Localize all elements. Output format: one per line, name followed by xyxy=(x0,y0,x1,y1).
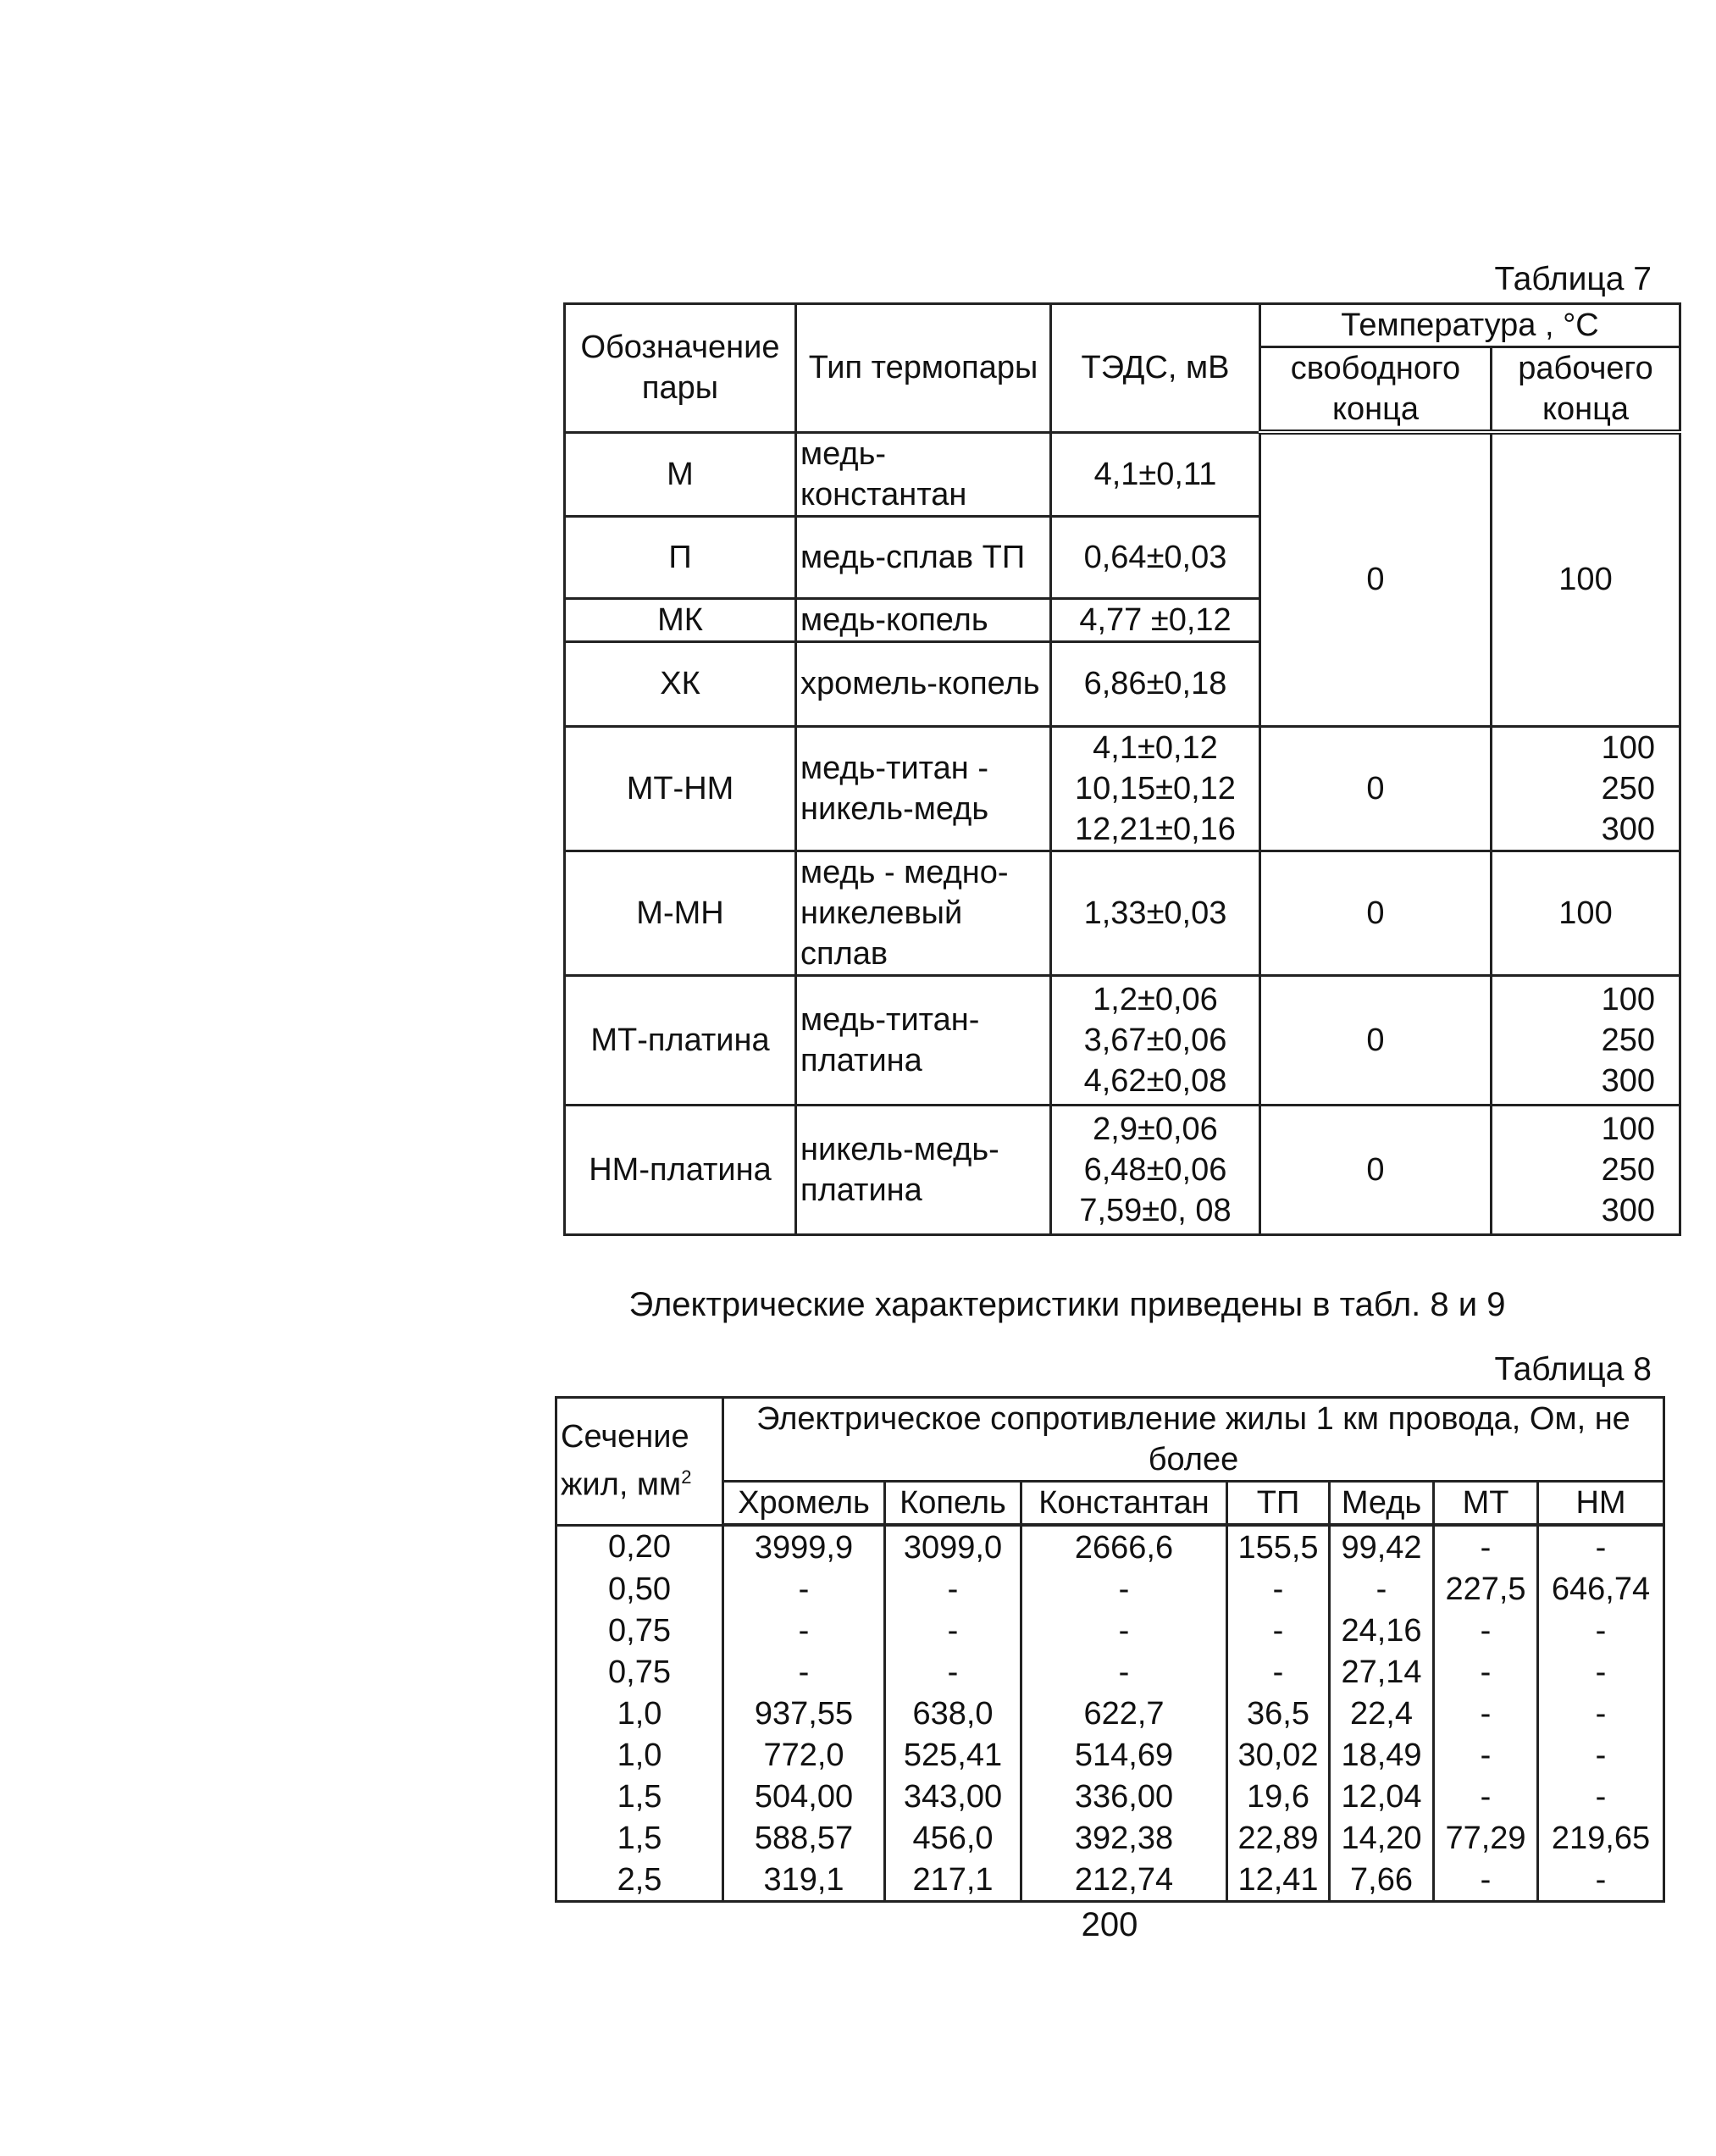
table-row xyxy=(556,1817,1664,1859)
resistance-table xyxy=(555,1396,1665,1903)
emf-cell: 0,64±0,03 xyxy=(1051,516,1260,598)
work-value: 300 xyxy=(1601,811,1655,847)
table-row xyxy=(556,1776,1664,1817)
header-free-end: свободного конца xyxy=(1260,347,1492,433)
mt-cell: - xyxy=(1434,1651,1538,1693)
header-section: Сечение жил, $мм^2$ xyxy=(556,1398,723,1526)
table-row xyxy=(556,1568,1664,1610)
copper-cell: 27,14 xyxy=(1330,1651,1434,1693)
emf-value: 7,59±0, 08 xyxy=(1079,1192,1232,1228)
chromel-cell: 504,00 xyxy=(723,1776,885,1817)
table-row xyxy=(556,1693,1664,1734)
free-end-cell: 0 xyxy=(1260,432,1492,726)
page-number: 200 xyxy=(1081,1906,1138,1943)
pair-cell: МК xyxy=(565,598,796,641)
nm-cell: - xyxy=(1538,1734,1664,1776)
chromel-cell: 937,55 xyxy=(723,1693,885,1734)
free-end-cell: 0 xyxy=(1260,726,1492,851)
copper-cell: 7,66 xyxy=(1330,1859,1434,1902)
tp-cell: 22,89 xyxy=(1227,1817,1330,1859)
type-cell: медь-копель xyxy=(796,598,1051,641)
header-pair: Обозначение пары xyxy=(565,304,796,433)
mt-cell: - xyxy=(1434,1693,1538,1734)
type-cell: медь-титан - никель-медь xyxy=(796,726,1051,851)
nm-cell: - xyxy=(1538,1693,1664,1734)
header-tp: ТП xyxy=(1227,1482,1330,1526)
chromel-cell: 319,1 xyxy=(723,1859,885,1902)
table-row xyxy=(556,1610,1664,1651)
work-value: 250 xyxy=(1601,1022,1655,1058)
table7-caption: Таблица 7 xyxy=(1494,261,1652,297)
table8-caption: Таблица 8 xyxy=(1494,1351,1652,1388)
work-end-cell xyxy=(1492,851,1680,975)
table-row xyxy=(565,432,1680,516)
pair-cell: М xyxy=(565,432,796,516)
header-kopel: Копель xyxy=(885,1482,1021,1526)
type-cell: медь-сплав ТП xyxy=(796,516,1051,598)
section-cell: 0,75 xyxy=(556,1651,723,1693)
emf-value: 4,62±0,08 xyxy=(1083,1062,1227,1099)
kopel-cell: - xyxy=(885,1651,1021,1693)
emf-value: 3,67±0,06 xyxy=(1083,1022,1227,1058)
chromel-cell: - xyxy=(723,1610,885,1651)
mt-cell: - xyxy=(1434,1859,1538,1902)
chromel-cell: 772,0 xyxy=(723,1734,885,1776)
emf-cell xyxy=(1051,851,1260,975)
tp-cell: 19,6 xyxy=(1227,1776,1330,1817)
header-constantan: Константан xyxy=(1021,1482,1227,1526)
header-copper: Медь xyxy=(1330,1482,1434,1526)
mt-cell: - xyxy=(1434,1610,1538,1651)
nm-cell: 219,65 xyxy=(1538,1817,1664,1859)
emf-cell xyxy=(1051,975,1260,1105)
kopel-cell: - xyxy=(885,1568,1021,1610)
thermocouple-table xyxy=(563,302,1681,1236)
work-value: 100 xyxy=(1601,1111,1655,1147)
table-row xyxy=(556,1859,1664,1902)
emf-value: 12,21±0,16 xyxy=(1075,811,1236,847)
constantan-cell: 336,00 xyxy=(1021,1776,1227,1817)
section-cell: 1,0 xyxy=(556,1693,723,1734)
mt-cell: - xyxy=(1434,1776,1538,1817)
tp-cell: - xyxy=(1227,1568,1330,1610)
header-resistance: Электрическое сопротивление жилы 1 км провода, Ом, не более xyxy=(723,1398,1664,1482)
work-value: 250 xyxy=(1601,770,1655,806)
chromel-cell: 588,57 xyxy=(723,1817,885,1859)
kopel-cell: 343,00 xyxy=(885,1776,1021,1817)
section-cell: 0,75 xyxy=(556,1610,723,1651)
emf-value: 4,1±0,12 xyxy=(1093,729,1218,766)
type-cell: медь - медно-никелевый сплав xyxy=(796,851,1051,975)
header-emf: ТЭДС, мВ xyxy=(1051,304,1260,433)
pair-cell: МТ-НМ xyxy=(565,726,796,851)
kopel-cell: 456,0 xyxy=(885,1817,1021,1859)
constantan-cell: 212,74 xyxy=(1021,1859,1227,1902)
kopel-cell: 217,1 xyxy=(885,1859,1021,1902)
emf-cell xyxy=(1051,726,1260,851)
table-row xyxy=(565,975,1680,1105)
table-row xyxy=(565,851,1680,975)
section-cell: 1,5 xyxy=(556,1817,723,1859)
type-cell: медь-константан xyxy=(796,432,1051,516)
chromel-cell: 3999,9 xyxy=(723,1525,885,1568)
copper-cell: 18,49 xyxy=(1330,1734,1434,1776)
work-value: 300 xyxy=(1601,1062,1655,1099)
resistance-table-body xyxy=(556,1525,1664,1902)
header-temperature: Температура , °С xyxy=(1260,304,1680,347)
superscript: 2 xyxy=(681,1466,692,1488)
mt-cell: - xyxy=(1434,1734,1538,1776)
type-cell: хромель-копель xyxy=(796,641,1051,726)
constantan-cell: - xyxy=(1021,1568,1227,1610)
section-cell: 0,50 xyxy=(556,1568,723,1610)
kopel-cell: 525,41 xyxy=(885,1734,1021,1776)
body-sentence: Электрические характеристики приведены в табл. 8 и 9 xyxy=(628,1286,1506,1323)
constantan-cell: - xyxy=(1021,1651,1227,1693)
pair-cell: МТ-платина xyxy=(565,975,796,1105)
nm-cell: - xyxy=(1538,1776,1664,1817)
header-work-end: рабочего конца xyxy=(1492,347,1680,433)
work-end-cell xyxy=(1492,975,1680,1105)
work-end-cell: 100 xyxy=(1492,432,1680,726)
emf-cell: 6,86±0,18 xyxy=(1051,641,1260,726)
work-value: 100 xyxy=(1558,895,1613,931)
constantan-cell: 514,69 xyxy=(1021,1734,1227,1776)
pair-cell: М-МН xyxy=(565,851,796,975)
work-value: 100 xyxy=(1601,729,1655,766)
tp-cell: - xyxy=(1227,1651,1330,1693)
header-mt: МТ xyxy=(1434,1482,1538,1526)
emf-value: 2,9±0,06 xyxy=(1093,1111,1218,1147)
work-end-cell xyxy=(1492,726,1680,851)
type-cell: никель-медь-платина xyxy=(796,1105,1051,1234)
mt-cell: - xyxy=(1434,1525,1538,1568)
work-value: 250 xyxy=(1601,1151,1655,1188)
header-type: Тип термопары xyxy=(796,304,1051,433)
header-chromel: Хромель xyxy=(723,1482,885,1526)
tp-cell: 12,41 xyxy=(1227,1859,1330,1902)
nm-cell: - xyxy=(1538,1859,1664,1902)
copper-cell: 99,42 xyxy=(1330,1525,1434,1568)
constantan-cell: - xyxy=(1021,1610,1227,1651)
table-row xyxy=(556,1525,1664,1568)
mt-cell: 77,29 xyxy=(1434,1817,1538,1859)
copper-cell: - xyxy=(1330,1568,1434,1610)
free-end-cell: 0 xyxy=(1260,1105,1492,1234)
work-value: 100 xyxy=(1601,981,1655,1017)
free-end-cell: 0 xyxy=(1260,851,1492,975)
tp-cell: 36,5 xyxy=(1227,1693,1330,1734)
kopel-cell: - xyxy=(885,1610,1021,1651)
table-row xyxy=(565,1105,1680,1234)
table-row xyxy=(556,1734,1664,1776)
copper-cell: 24,16 xyxy=(1330,1610,1434,1651)
constantan-cell: 622,7 xyxy=(1021,1693,1227,1734)
constantan-cell: 2666,6 xyxy=(1021,1525,1227,1568)
section-cell: 1,0 xyxy=(556,1734,723,1776)
work-value: 300 xyxy=(1601,1192,1655,1228)
free-end-cell: 0 xyxy=(1260,975,1492,1105)
nm-cell: - xyxy=(1538,1610,1664,1651)
copper-cell: 22,4 xyxy=(1330,1693,1434,1734)
constantan-cell: 392,38 xyxy=(1021,1817,1227,1859)
table-row xyxy=(565,726,1680,851)
nm-cell: - xyxy=(1538,1651,1664,1693)
emf-value: 1,33±0,03 xyxy=(1083,895,1227,931)
chromel-cell: - xyxy=(723,1651,885,1693)
emf-value: 1,2±0,06 xyxy=(1093,981,1218,1017)
pair-cell: ХК xyxy=(565,641,796,726)
emf-cell: 4,1±0,11 xyxy=(1051,432,1260,516)
pair-cell: НМ-платина xyxy=(565,1105,796,1234)
copper-cell: 14,20 xyxy=(1330,1817,1434,1859)
nm-cell: 646,74 xyxy=(1538,1568,1664,1610)
section-cell: 2,5 xyxy=(556,1859,723,1902)
tp-cell: 155,5 xyxy=(1227,1525,1330,1568)
table-row xyxy=(556,1651,1664,1693)
pair-cell: П xyxy=(565,516,796,598)
nm-cell: - xyxy=(1538,1525,1664,1568)
tp-cell: 30,02 xyxy=(1227,1734,1330,1776)
section-cell: 1,5 xyxy=(556,1776,723,1817)
type-cell: медь-титан-платина xyxy=(796,975,1051,1105)
kopel-cell: 3099,0 xyxy=(885,1525,1021,1568)
copper-cell: 12,04 xyxy=(1330,1776,1434,1817)
kopel-cell: 638,0 xyxy=(885,1693,1021,1734)
emf-value: 10,15±0,12 xyxy=(1075,770,1236,806)
emf-cell xyxy=(1051,1105,1260,1234)
emf-value: 6,48±0,06 xyxy=(1083,1151,1227,1188)
section-cell: 0,20 xyxy=(556,1525,723,1568)
chromel-cell: - xyxy=(723,1568,885,1610)
work-end-cell xyxy=(1492,1105,1680,1234)
emf-cell: 4,77 ±0,12 xyxy=(1051,598,1260,641)
mt-cell: 227,5 xyxy=(1434,1568,1538,1610)
header-nm: НМ xyxy=(1538,1482,1664,1526)
tp-cell: - xyxy=(1227,1610,1330,1651)
